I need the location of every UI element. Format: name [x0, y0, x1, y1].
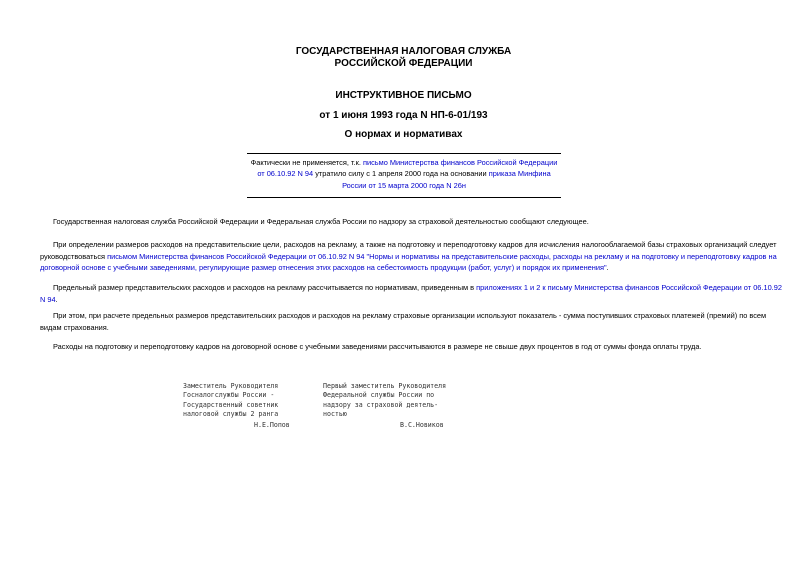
paragraph-5: Расходы на подготовку и переподготовку кадров на договорной основе с учебными заведениями рассчитываются в размере не свыше двух процентов в год от суммы фонда оплаты труда.	[53, 342, 702, 351]
paragraph-3-link[interactable]: приложениях 1 и 2 к письму Министерства финансов Российской Федерации от 06.10.92 N 94	[40, 283, 782, 304]
signature-right-name: В.С.Новиков	[400, 421, 444, 429]
agency-line-2: РОССИЙСКОЙ ФЕДЕРАЦИИ	[334, 58, 473, 69]
agency-heading	[0, 46, 807, 70]
document-date: от 1 июня 1993 года N НП-6-01/193	[319, 110, 488, 121]
paragraph-3-text-1: Предельный размер представительских расходов и расходов на рекламу рассчитывается по нормативам, приведенным в	[53, 283, 477, 292]
signature-left-title: Заместитель Руководителя Госналогслужбы России - Государственный советник налоговой службы 2 ранга	[183, 382, 279, 419]
note-text-1: Фактически не применяется, т.к.	[250, 158, 363, 167]
agency-line-1: ГОСУДАРСТВЕННАЯ НАЛОГОВАЯ СЛУЖБА	[295, 46, 512, 57]
paragraph-1: Государственная налоговая служба Российской Федерации и Федеральная служба России по надзору за страховой деятельностью сообщают следующее.	[53, 217, 589, 226]
paragraph-3-text-2: .	[55, 294, 58, 304]
paragraph-3	[40, 282, 782, 305]
note-text-2: утратило силу с 1 апреля 2000 года на основании	[313, 169, 489, 179]
signature-left-name: Н.Е.Попов	[254, 421, 290, 429]
paragraph-2-text-2: .	[606, 263, 609, 272]
signature-right-title: Первый заместитель Руководителя Федеральной службы России по надзору за страховой деятель- ностью	[323, 382, 447, 419]
document-subject: О нормах и нормативах	[344, 129, 463, 140]
paragraph-2-link[interactable]: письмом Министерства финансов Российской Федерации от 06.10.92 N 94 "Нормы и нормативы на представительские расходы, расходы на рекламу и на подготовку и переподготовку кадров на договорной основе с учебными заведениями, регулирующие размер отнесения этих расходов на себестоимость продукции (работ, услуг) и порядок их применения"	[40, 251, 777, 272]
note-link-minfin-order[interactable]: приказа Минфина России от 15 марта 2000 года N 26н	[342, 169, 551, 190]
note-link-minfin-letter[interactable]: письмо Министерства финансов Российской Федерации от 06.10.92 N 94	[257, 158, 558, 179]
document-type: ИНСТРУКТИВНОЕ ПИСЬМО	[335, 90, 472, 101]
paragraph-2-text-1: При определении размеров расходов на представительские цели, расходов на рекламу, а также на подготовку и переподготовку кадров для исчисления налогооблагаемой базы страховых организаций следует руководствоваться	[40, 240, 777, 261]
paragraph-2	[40, 239, 782, 274]
status-note	[247, 153, 561, 198]
paragraph-4: При этом, при расчете предельных размеров представительских расходов и расходов на рекламу страховые организации используют показатель - сумма поступивших страховых платежей (премий) по всем видам страхования.	[40, 311, 767, 332]
